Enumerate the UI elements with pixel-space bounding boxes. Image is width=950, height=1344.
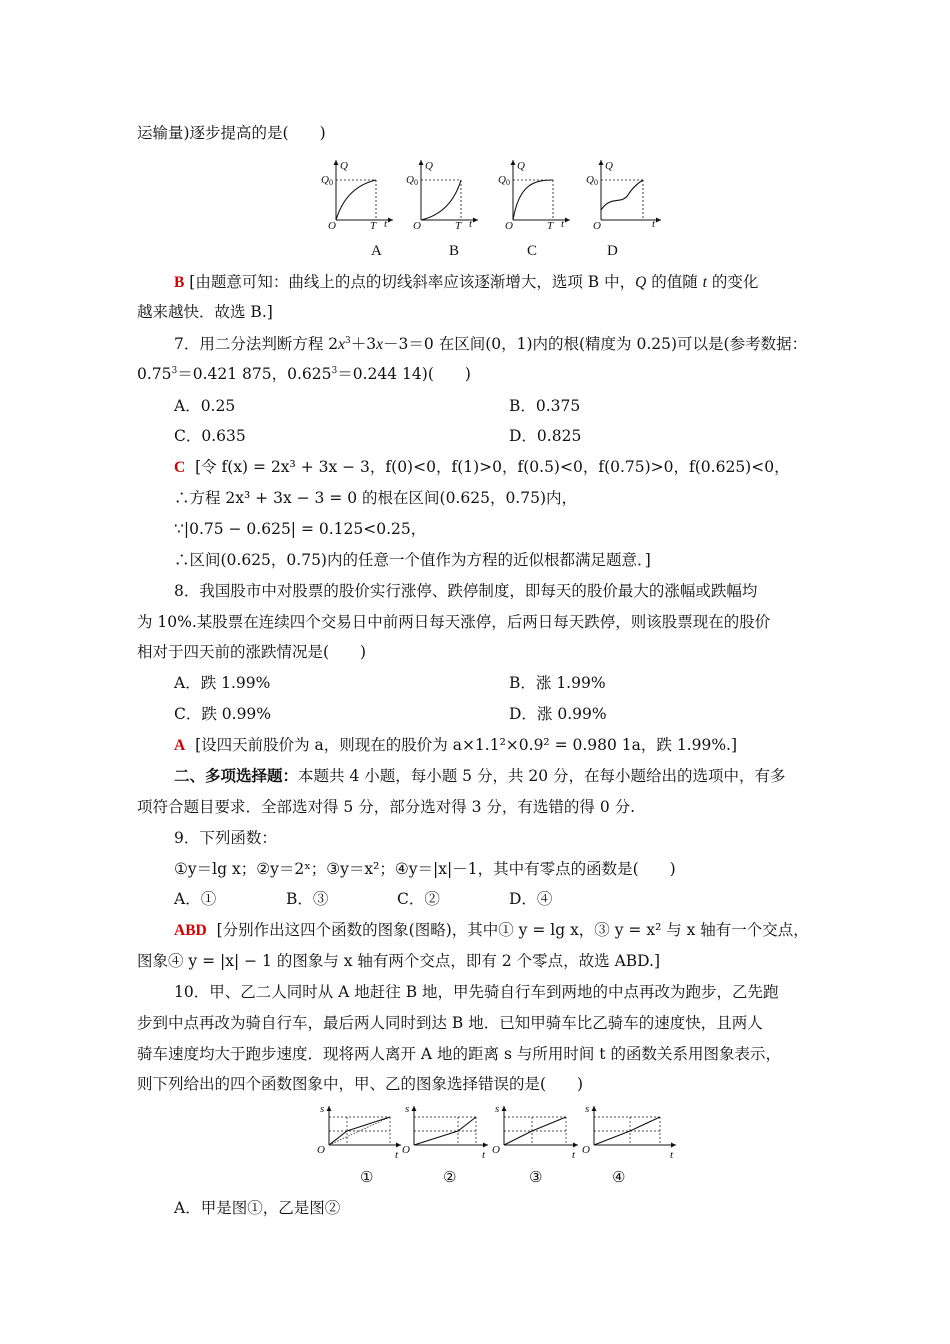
q8-option-b: B．涨 1.99% <box>509 674 606 692</box>
origin-label: O <box>402 1144 410 1156</box>
q0-label: Q0 <box>406 174 418 187</box>
q8-answer: A <box>174 737 186 754</box>
origin-label: O <box>505 220 513 230</box>
t-axis-label: t <box>561 218 565 230</box>
fig-label-a: A <box>371 243 382 259</box>
q6-answer: B <box>174 274 185 291</box>
q6-explanation-line1: B [由题意可知：曲线上的点的切线斜率应该逐渐增大，选项 B 中，Q 的值随 t 的变化 <box>174 273 759 291</box>
q9-stem-line1: 9．下列函数： <box>174 829 277 847</box>
q7-explanation-line3: ∵|0.75 − 0.625| = 0.125<0.25， <box>174 520 427 538</box>
q7-option-d: D．0.825 <box>509 427 582 445</box>
fig-label-d: D <box>607 243 618 259</box>
q10-stem-line3: 骑车速度均大于跑步速度．现将两人离开 A 地的距离 s 与所用时间 t 的函数关系用图象表示， <box>137 1045 781 1063</box>
q10-fig-label-4: ④ <box>612 1170 626 1186</box>
section2-header-line1: 二、多项选择题：本题共 4 小题，每小题 5 分，共 20 分，在每小题给出的选项中，有多 <box>174 766 786 785</box>
q9-option-d: D．④ <box>509 890 553 908</box>
section2-header-line2: 项符合题目要求．全部选对得 5 分，部分选对得 3 分，有选错的得 0 分. <box>137 798 636 816</box>
q10-fig-label-3: ③ <box>529 1170 543 1186</box>
q8-stem-line3: 相对于四天前的涨跌情况是( ) <box>137 643 367 661</box>
q7-explanation-line4: ∴区间(0.625，0.75)内的任意一个值作为方程的近似根都满足题意．] <box>174 551 651 569</box>
q8-option-a: A．跌 1.99% <box>174 674 271 692</box>
q6-graph-a <box>318 155 398 230</box>
q8-explanation: A [设四天前股价为 a，则现在的股价为 a×1.1²×0.9² = 0.980 1a，跌 1.99%.] <box>174 736 738 754</box>
s-axis-label: s <box>405 1103 410 1115</box>
origin-label: O <box>328 220 336 230</box>
t-axis-label: t <box>395 1149 399 1161</box>
q0-label: Q0 <box>498 174 510 187</box>
q9-explanation-line1: ABD [分别作出这四个函数的图象(图略)，其中① y = lg x，③ y = x² 与 x 轴有一个交点， <box>174 921 809 939</box>
q10-fig-label-2: ② <box>443 1170 457 1186</box>
q7-option-a: A．0.25 <box>174 397 236 415</box>
q10-graph-2 <box>400 1103 492 1161</box>
q-axis-label: Q <box>340 160 348 172</box>
q10-graph-1 <box>315 1103 405 1161</box>
origin-label: O <box>317 1144 325 1156</box>
s-axis-label: s <box>585 1103 590 1115</box>
q-axis-label: Q <box>605 160 613 172</box>
q9-option-b: B．③ <box>286 890 329 908</box>
q6-graph-b <box>403 155 483 230</box>
q8-option-d: D．涨 0.99% <box>509 705 607 723</box>
origin-label: O <box>593 220 601 230</box>
q9-option-a: A．① <box>174 890 217 908</box>
q-axis-label: Q <box>425 160 433 172</box>
t-upper-label: T <box>455 220 462 230</box>
s-axis-label: s <box>495 1103 500 1115</box>
q8-option-c: C．跌 0.99% <box>174 705 272 723</box>
q8-stem-line1: 8．我国股市中对股票的股价实行涨停、跌停制度，即每天的股价最大的涨幅或跌幅均 <box>174 582 758 600</box>
fig-label-b: B <box>449 243 460 259</box>
origin-label: O <box>492 1144 500 1156</box>
q10-option-a: A．甲是图①，乙是图② <box>174 1199 341 1217</box>
q0-label: Q0 <box>586 174 598 187</box>
q7-answer: C <box>174 459 186 476</box>
t-axis-label: t <box>652 218 656 230</box>
t-axis-label: t <box>469 218 473 230</box>
q7-option-b: B．0.375 <box>509 397 581 415</box>
q6-explanation-line2: 越来越快．故选 B.] <box>137 303 273 321</box>
q7-explanation-line2: ∴方程 2x³ + 3x − 3 = 0 的根在区间(0.625，0.75)内， <box>174 489 578 507</box>
q8-stem-line2: 为 10%.某股票在连续四个交易日中前两日每天涨停，后两日每天跌停，则该股票现在的股价 <box>137 613 771 631</box>
q9-answer: ABD <box>174 922 207 939</box>
origin-label: O <box>582 1144 590 1156</box>
q6-graph-c <box>495 155 575 230</box>
q10-stem-line2: 步到中点再改为骑自行车，最后两人同时到达 B 地．已知甲骑车比乙骑车的速度快，且两人 <box>137 1014 763 1032</box>
t-axis-label: t <box>384 218 388 230</box>
q10-graph-4 <box>580 1103 680 1161</box>
q9-stem-line2: ①y＝lg x；②y＝2ˣ；③y＝x²；④y＝|x|－1，其中有零点的函数是( ) <box>174 860 676 878</box>
q6-graph-d <box>583 155 668 230</box>
q10-graph-3 <box>490 1103 582 1161</box>
q9-explanation-line2: 图象④ y = |x| − 1 的图象与 x 轴有两个交点，即有 2 个零点，故选 ABD.] <box>137 952 661 970</box>
origin-label: O <box>413 220 421 230</box>
q6-stem-tail: 运输量)逐步提高的是( ) <box>137 124 326 142</box>
q7-explanation-line1: C [令 f(x) = 2x³ + 3x − 3，f(0)<0，f(1)>0，f(0.5)<0，f(0.75)>0，f(0.625)<0， <box>174 458 790 476</box>
q10-fig-label-1: ① <box>360 1170 374 1186</box>
q10-stem-line1: 10．甲、乙二人同时从 A 地赶往 B 地，甲先骑自行车到两地的中点再改为跑步，乙先跑 <box>174 983 779 1001</box>
q0-label: Q0 <box>321 174 333 187</box>
q7-stem-line2: $0.75^3=0.421$ 875，$0.625^3=0.244$ 14)( ) <box>137 365 471 383</box>
q7-option-c: C．0.635 <box>174 427 246 445</box>
q7-stem-line1: 7．用二分法判断方程 $2x^3+3x-3=0$ 在区间(0，1)内的根(精度为 0.25)可以是(参考数据： <box>174 335 808 353</box>
t-upper-label: T <box>547 220 554 230</box>
t-upper-label: T <box>370 220 377 230</box>
q-axis-label: Q <box>517 160 525 172</box>
q10-stem-line4: 则下列给出的四个函数图象中，甲、乙的图象选择错误的是( ) <box>137 1075 584 1093</box>
t-axis-label: t <box>670 1149 674 1161</box>
s-axis-label: s <box>320 1103 325 1115</box>
t-axis-label: t <box>482 1149 486 1161</box>
fig-label-c: C <box>527 243 538 259</box>
q9-option-c: C．② <box>397 890 440 908</box>
t-axis-label: t <box>572 1149 576 1161</box>
